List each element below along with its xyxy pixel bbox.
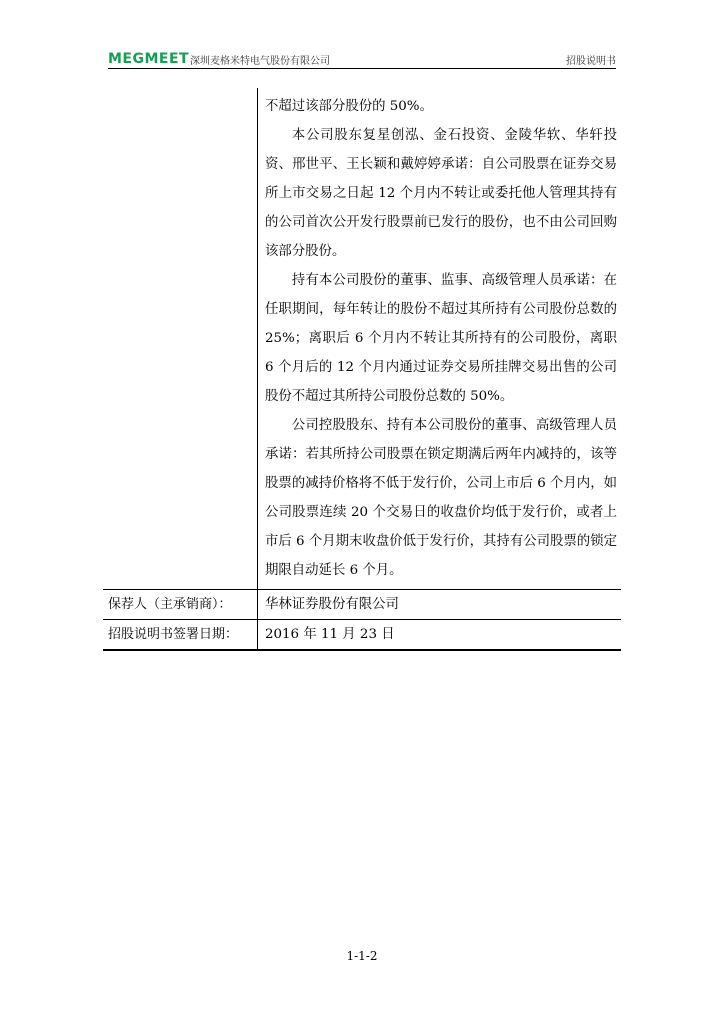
- paragraph: 持有本公司股份的董事、监事、高级管理人员承诺：在任职期间，每年转让的股份不超过其所持有公司股份总数的 25%；离职后 6 个月内不转让其所持有的公司股份，离职 6 个月后的 12 个月内通过证券交易所挂牌交易出售的公司股份不超过其所持公司股份总数的 50%。: [265, 273, 617, 404]
- paragraph: 公司控股股东、持有本公司股份的董事、高级管理人员承诺：若其所持公司股票在锁定期满后两年内减持的，该等股票的减持价格将不低于发行价，公司上市后 6 个月内，如公司股票连续 20 个交易日的收盘价均低于发行价，或者上市后 6 个月期末收盘价低于发行价，其持有公司股票的锁定期限自动延长 6 个月。: [265, 418, 617, 578]
- company-logo: MEGMEET: [108, 51, 190, 67]
- table-row: [103, 620, 621, 649]
- sponsor-label: 保荐人（主承销商）：: [103, 590, 258, 619]
- signing-date-label: 招股说明书签署日期：: [103, 620, 258, 649]
- signing-date-value: 2016 年 11 月 23 日: [265, 627, 395, 642]
- paragraph: 不超过该部分股份的 50%。: [265, 99, 433, 114]
- paragraph: 本公司股东复星创泓、金石投资、金陵华软、华轩投资、邢世平、王长颖和戴婷婷承诺：自公司股票在证券交易所上市交易之日起 12 个月内不转让或委托他人管理其持有的公司首次公开发行股票前已发行的股份，也不由公司回购该部分股份。: [265, 128, 617, 259]
- sponsor-value: 华林证券股份有限公司: [265, 597, 399, 612]
- table-row: [103, 590, 621, 620]
- page-number: 1-1-2: [346, 949, 378, 963]
- table-row: [103, 88, 621, 590]
- page-header: [108, 46, 616, 69]
- row-label: [103, 88, 258, 589]
- company-name: 深圳麦格米特电气股份有限公司: [190, 56, 330, 67]
- document-title: 招股说明书: [566, 56, 616, 67]
- row-value: [258, 88, 621, 589]
- info-table: [103, 88, 621, 651]
